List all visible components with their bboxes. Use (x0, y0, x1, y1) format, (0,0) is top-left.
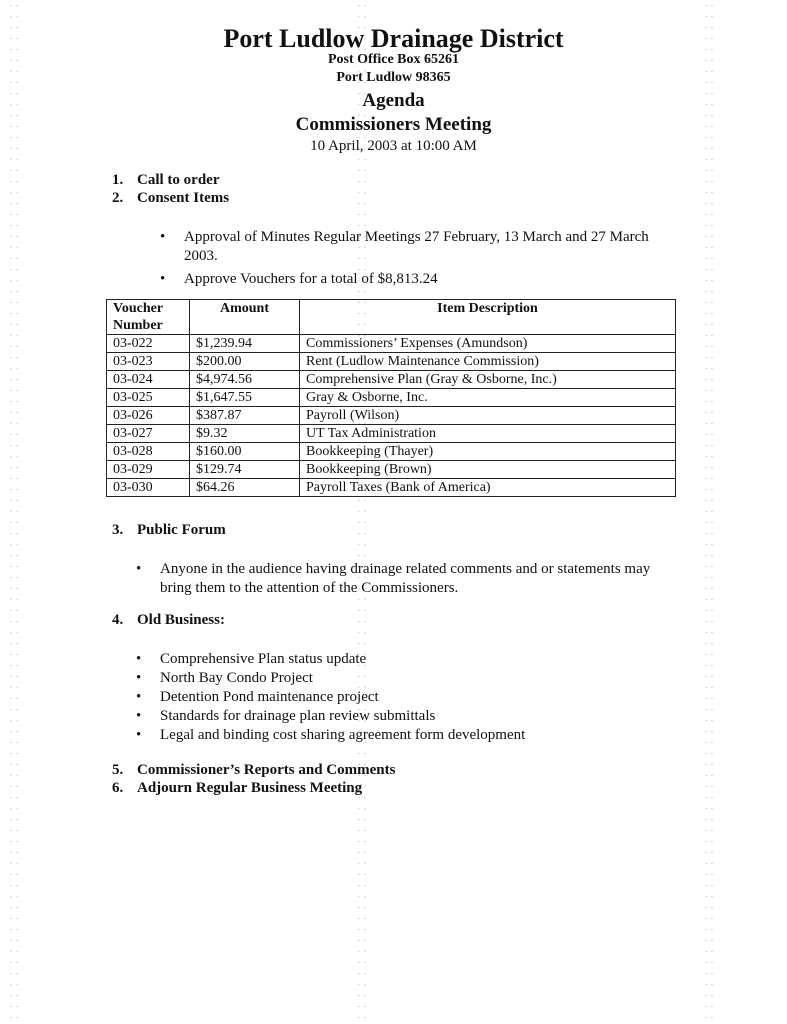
table-row (107, 353, 676, 371)
table-row (107, 443, 676, 461)
voucher-description: Rent (Ludlow Maintenance Commission) (300, 353, 676, 371)
voucher-description: Bookkeeping (Brown) (300, 461, 676, 479)
agenda-item-1 (112, 172, 219, 189)
agenda-item-6 (112, 780, 362, 797)
list-item: • Detention Pond maintenance project (136, 688, 656, 707)
table-row (107, 389, 676, 407)
header-item-description: Item Description (300, 300, 676, 335)
voucher-number: 03-023 (107, 353, 190, 371)
voucher-number: 03-029 (107, 461, 190, 479)
voucher-table (106, 299, 676, 497)
agenda-item-label: Public Forum (137, 522, 226, 538)
agenda-item-number: 6. (112, 780, 124, 796)
table-row (107, 371, 676, 389)
voucher-number: 03-030 (107, 479, 190, 497)
list-item: • Standards for drainage plan review submittals (136, 707, 656, 726)
voucher-amount: $64.26 (190, 479, 300, 497)
voucher-amount: $160.00 (190, 443, 300, 461)
voucher-description: UT Tax Administration (300, 425, 676, 443)
agenda-heading: Agenda (362, 90, 425, 111)
agenda-item-number: 3. (112, 522, 124, 538)
meeting-date: 10 April, 2003 at 10:00 AM (310, 138, 477, 154)
voucher-number: 03-026 (107, 407, 190, 425)
list-item: • Approve Vouchers for a total of $8,813.24 (160, 270, 670, 289)
voucher-amount: $9.32 (190, 425, 300, 443)
agenda-item-number: 5. (112, 762, 124, 778)
agenda-item-4 (112, 612, 225, 629)
header-voucher-number: Voucher Number (107, 300, 190, 335)
voucher-amount: $1,647.55 (190, 389, 300, 407)
agenda-item-number: 1. (112, 172, 124, 188)
voucher-number: 03-027 (107, 425, 190, 443)
consent-items-list (160, 228, 670, 289)
meeting-heading: Commissioners Meeting (295, 114, 492, 135)
voucher-description: Payroll Taxes (Bank of America) (300, 479, 676, 497)
agenda-item-number: 2. (112, 190, 124, 206)
header-amount: Amount (190, 300, 300, 335)
voucher-amount: $1,239.94 (190, 335, 300, 353)
agenda-item-number: 4. (112, 612, 124, 628)
public-forum-list (136, 560, 676, 598)
agenda-item-label: Commissioner’s Reports and Comments (137, 762, 396, 778)
agenda-item-label: Call to order (137, 172, 220, 188)
voucher-number: 03-028 (107, 443, 190, 461)
table-header-row (107, 300, 676, 335)
agenda-item-3 (112, 522, 226, 539)
voucher-description: Bookkeeping (Thayer) (300, 443, 676, 461)
voucher-description: Commissioners’ Expenses (Amundson) (300, 335, 676, 353)
voucher-number: 03-022 (107, 335, 190, 353)
list-item: • Legal and binding cost sharing agreement form development (136, 726, 656, 745)
agenda-item-5 (112, 762, 395, 779)
table-row (107, 479, 676, 497)
table-row (107, 407, 676, 425)
voucher-amount: $200.00 (190, 353, 300, 371)
voucher-amount: $129.74 (190, 461, 300, 479)
voucher-amount: $4,974.56 (190, 371, 300, 389)
voucher-description: Gray & Osborne, Inc. (300, 389, 676, 407)
agenda-item-label: Adjourn Regular Business Meeting (137, 780, 363, 796)
agenda-item-label: Old Business: (137, 612, 225, 628)
po-box-line: Post Office Box 65261 (327, 52, 460, 67)
table-row (107, 335, 676, 353)
old-business-list (136, 650, 656, 745)
table-row (107, 425, 676, 443)
agenda-item-label: Consent Items (137, 190, 230, 206)
city-line: Port Ludlow 98365 (336, 70, 451, 85)
table-row (107, 461, 676, 479)
voucher-description: Comprehensive Plan (Gray & Osborne, Inc.) (300, 371, 676, 389)
agenda-item-2 (112, 190, 229, 207)
district-title: Port Ludlow Drainage District (223, 24, 564, 53)
voucher-amount: $387.87 (190, 407, 300, 425)
voucher-description: Payroll (Wilson) (300, 407, 676, 425)
voucher-number: 03-025 (107, 389, 190, 407)
list-item: • North Bay Condo Project (136, 669, 656, 688)
list-item: • Comprehensive Plan status update (136, 650, 656, 669)
list-item: • Approval of Minutes Regular Meetings 27 February, 13 March and 27 March 2003. (160, 228, 670, 266)
voucher-number: 03-024 (107, 371, 190, 389)
list-item: • Anyone in the audience having drainage related comments and or statements may bring them to the attention of the Commissioners. (136, 560, 676, 598)
